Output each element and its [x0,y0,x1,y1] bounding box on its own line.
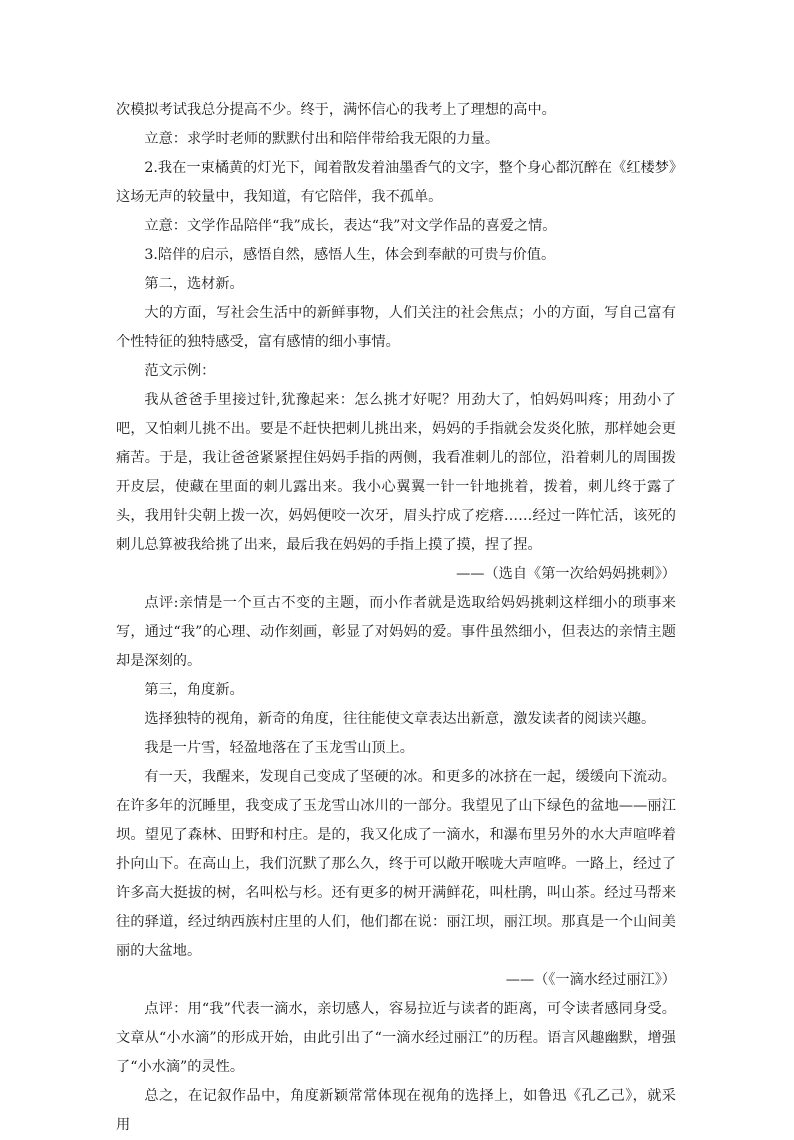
paragraph: 范文示例： [144,363,216,379]
paragraph: 2.我在一束橘黄的灯光下，闻着散发着油墨香气的文字，整个身心都沉醉在《红楼梦》这场无声的较量中，我知道，有它陪伴，我不孤单。 [116,160,676,205]
document-body [116,96,676,1140]
section-heading: 第三，角度新。 [144,682,244,698]
source-citation: ——（《一滴水经过丽江》） [505,972,676,988]
paragraph: 立意：求学时老师的默默付出和陪伴带给我无限的力量。 [144,131,500,147]
section-heading: 第二，选材新。 [144,276,244,292]
paragraph: 选择独特的视角，新奇的角度，往往能使文章表达出新意，激发读者的阅读兴趣。 [144,711,656,727]
example-passage: 我是一片雪，轻盈地落在了玉龙雪山顶上。 [144,740,414,756]
source-citation: ——（选自《第一次给妈妈挑刺》） [456,566,676,582]
paragraph: 大的方面，写社会生活中的新鲜事物，人们关注的社会焦点；小的方面，写自己富有个性特征的独特感受，富有感情的细小事情。 [116,305,676,350]
example-passage: 我从爸爸手里接过针,犹豫起来：怎么挑才好呢？用劲大了，怕妈妈叫疼；用劲小了吧，又怕刺儿挑不出。要是不赶快把刺儿挑出来，妈妈的手指就会发炎化脓，那样她会更痛苦。于是，我让爸爸紧紧捏住妈妈手指的两侧，我看准刺儿的部位，沿着刺儿的周围拨开皮层，使藏在里面的刺儿露出来。我小心翼翼一针一针地挑着，拨着，刺儿终于露了头，我用针尖朝上拨一次，妈妈便咬一次牙，眉头拧成了疙瘩……经过一阵忙活，该死的刺儿总算被我给挑了出来，最后我在妈妈的手指上摸了摸，捏了捏。 [116,392,676,553]
paragraph: 次模拟考试我总分提高不少。终于，满怀信心的我考上了理想的高中。 [116,102,556,118]
commentary: 点评:亲情是一个亘古不变的主题，而小作者就是选取给妈妈挑刺这样细小的琐事来写，通过“我”的心理、动作刻画，彰显了对妈妈的爱。事件虽然细小，但表达的亲情主题却是深刻的。 [116,595,676,669]
paragraph: 总之，在记叙作品中，角度新颖常常体现在视角的选择上，如鲁迅《孔乙己》，就采用 [116,1088,676,1133]
example-passage: 有一天，我醒来，发现自己变成了坚硬的冰。和更多的冰挤在一起，缓缓向下流动。在许多年的沉睡里，我变成了玉龙雪山冰川的一部分。我望见了山下绿色的盆地——丽江坝。望见了森林、田野和村庄。是的，我又化成了一滴水，和瀑布里另外的水大声喧哗着扑向山下。在高山上，我们沉默了那么久，终于可以敞开喉咙大声喧哗。一路上，经过了许多高大挺拔的树，名叫松与杉。还有更多的树开满鲜花，叫杜鹃，叫山茶。经过马帮来往的驿道，经过纳西族村庄里的人们，他们都在说：丽江坝，丽江坝。那真是一个山间美丽的大盆地。 [116,769,676,959]
commentary: 点评：用“我”代表一滴水，亲切感人，容易拉近与读者的距离，可令读者感同身受。文章从“小水滴”的形成开始，由此引出了“一滴水经过丽江”的历程。语言风趣幽默，增强了“小水滴”的灵性。 [116,1001,676,1075]
paragraph: 立意：文学作品陪伴“我”成长，表达“我”对文学作品的喜爱之情。 [144,218,557,234]
paragraph: 3.陪伴的启示，感悟自然，感悟人生，体会到奉献的可贵与价值。 [144,247,556,263]
